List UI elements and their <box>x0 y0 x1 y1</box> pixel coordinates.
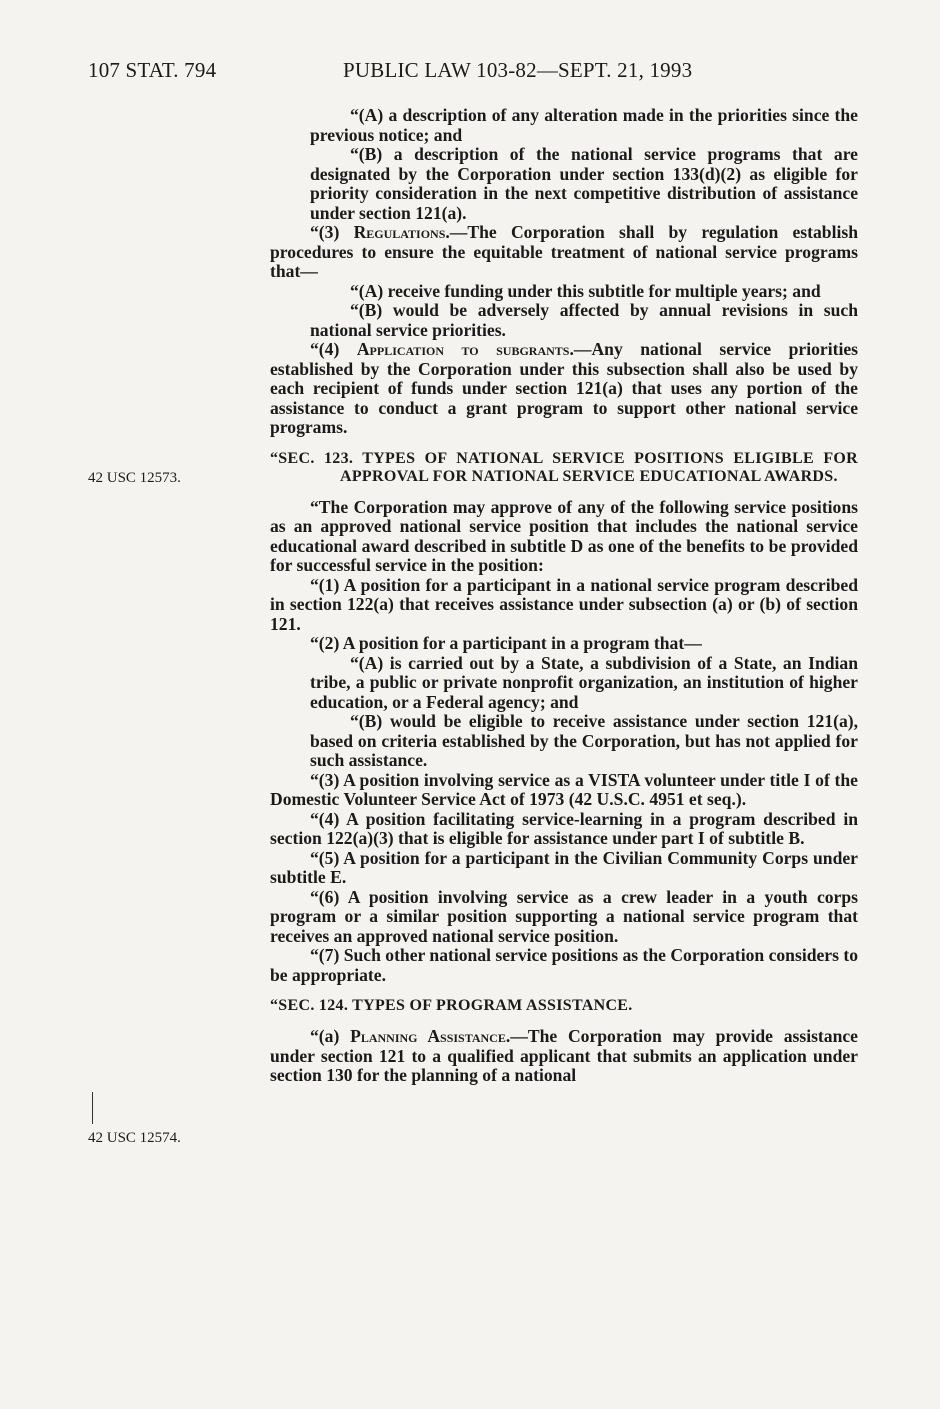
position-6: “(6) A position involving service as a crew leader in a youth corps program or a similar position supporting a national service program that receives an approved national service position. <box>270 886 858 946</box>
section-123-intro: “The Corporation may approve of any of the following service positions as an approved national service position that includes the national service educational award described in subtitle D as one of the benefits to be provided for successful service in the position: <box>270 496 858 575</box>
para-3-heading: Regulations <box>353 222 446 242</box>
position-1: “(1) A position for a participant in a national service program described in section 122(a) that receives assistance under subsection (a) or (b) of section 121. <box>270 574 858 634</box>
position-2-b: “(B) would be eligible to receive assistance under section 121(a), based on criteria established by the Corporation, but has not applied for such assistance. <box>310 711 858 770</box>
position-5: “(5) A position for a participant in the Civilian Community Corps under subtitle E. <box>270 847 858 887</box>
position-2: “(2) A position for a participant in a program that— <box>310 633 702 653</box>
para-a-description: “(A) a description of any alteration made in the priorities since the previous notice; and <box>310 105 858 145</box>
para-4-subgrants <box>270 340 858 438</box>
document-body <box>270 106 858 1086</box>
position-2-a: “(A) is carried out by a State, a subdivision of a State, an Indian tribe, a public or private nonprofit organization, an institution of higher education, or a Federal agency; and <box>310 652 858 712</box>
para-3-b: “(B) would be adversely affected by annual revisions in such national service priorities. <box>310 300 858 340</box>
stat-reference: 107 STAT. 794 <box>88 58 217 82</box>
para-4-heading: Application to subgrants <box>356 339 570 359</box>
section-124-a-text: .—The Corporation may provide assistance under section 121 to a qualified applicant that submits an application under section 130 for the planning of a national <box>270 1026 858 1085</box>
position-7: “(7) Such other national service positions as the Corporation considers to be appropriate. <box>270 945 859 985</box>
section-124-heading: “SEC. 124. TYPES OF PROGRAM ASSISTANCE. <box>270 997 633 1014</box>
para-4-number: “(4) <box>310 339 357 359</box>
para-3-number: “(3) <box>310 222 354 242</box>
section-124-a-number: “(a) <box>310 1026 351 1046</box>
para-3-text: .—The Corporation shall by regulation establish procedures to ensure the equitable treatment of national service programs that— <box>270 222 858 281</box>
section-124-a-heading: Planning Assistance <box>350 1026 506 1046</box>
scan-mark <box>92 1092 93 1124</box>
law-title: PUBLIC LAW 103-82—SEPT. 21, 1993 <box>343 58 693 82</box>
margin-note-sec124: 42 USC 12574. <box>88 1130 181 1146</box>
margin-note-sec123: 42 USC 12573. <box>88 470 181 486</box>
para-3-regulations <box>270 223 858 282</box>
para-4-text: .—Any national service priorities established by the Corporation under this subsection shall also be used by each recipient of funds under section 121(a) that uses any portion of the assistance to conduct a grant program to support other national service programs. <box>270 339 858 437</box>
section-124-a <box>270 1027 858 1086</box>
position-4: “(4) A position facilitating service-learning in a program described in section 122(a)(3) that is eligible for assistance under part I of subtitle B. <box>270 808 858 848</box>
position-3: “(3) A position involving service as a VISTA volunteer under title I of the Domestic Volunteer Service Act of 1973 (42 U.S.C. 4951 et seq.). <box>270 769 858 809</box>
para-b-description: “(B) a description of the national service programs that are designated by the Corporation under section 133(d)(2) as eligible for priority consideration in the next competitive distribution of assistance under section 121(a). <box>310 144 858 223</box>
para-3-a: “(A) receive funding under this subtitle for multiple years; and <box>350 280 821 301</box>
section-123-heading: “SEC. 123. TYPES OF NATIONAL SERVICE POSITIONS ELIGIBLE FOR APPROVAL FOR NATIONAL SERVICE EDUCATIONAL AWARDS. <box>270 449 858 485</box>
